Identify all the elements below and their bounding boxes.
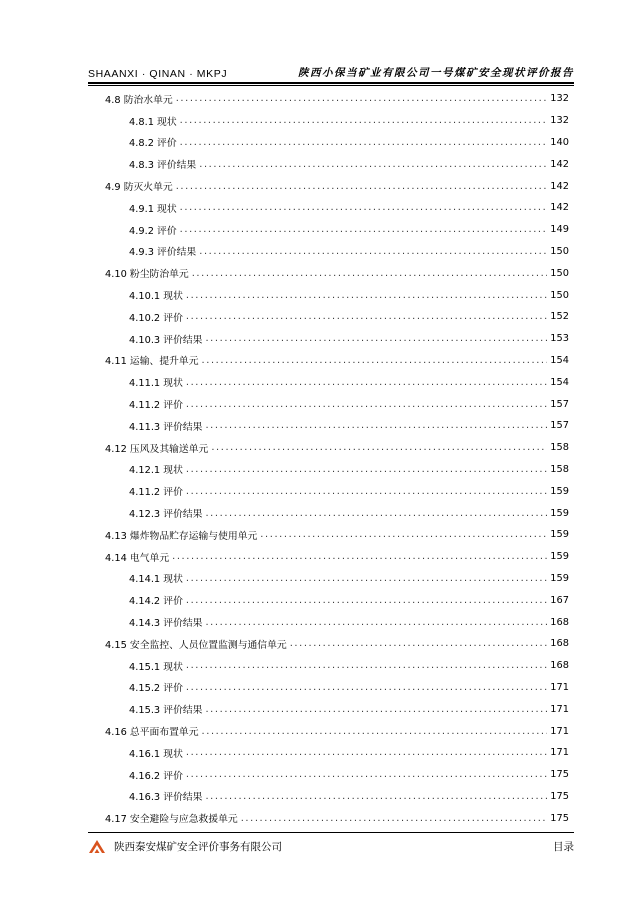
toc-leader-dots: [186, 573, 547, 584]
toc-entry-title: 4.9.2 评价: [129, 225, 177, 237]
toc-entry-page: 159: [550, 551, 569, 563]
toc-entry-title: 4.11 运输、提升单元: [105, 356, 199, 368]
toc-entry-page: 142: [550, 180, 569, 192]
toc-entry[interactable]: [105, 284, 569, 306]
toc-entry-page: 168: [550, 660, 569, 672]
toc-entry-title: 4.15 安全监控、人员位置监测与通信单元: [105, 639, 287, 651]
toc-entry[interactable]: [105, 589, 569, 611]
toc-leader-dots: [192, 268, 548, 279]
toc-entry-page: 158: [550, 463, 569, 475]
toc-entry[interactable]: [105, 262, 569, 284]
toc-entry-page: 159: [550, 485, 569, 497]
toc-entry-title: 4.12.3 评价结果: [129, 509, 203, 521]
toc-leader-dots: [205, 508, 547, 519]
toc-entry-title: 4.15.2 评价: [129, 683, 183, 695]
toc-leader-dots: [186, 769, 547, 780]
toc-entry-title: 4.10 粉尘防治单元: [105, 269, 189, 281]
toc-entry-title: 4.11.1 现状: [129, 378, 183, 390]
header-rule-thin: [88, 85, 574, 86]
toc-entry-page: 168: [550, 638, 569, 650]
toc-entry-page: 150: [550, 267, 569, 279]
toc-entry[interactable]: [105, 568, 569, 590]
toc-entry[interactable]: [105, 328, 569, 350]
toc-entry[interactable]: [105, 197, 569, 219]
toc-entry-title: 4.12.1 现状: [129, 465, 183, 477]
toc-entry-page: 157: [550, 420, 569, 432]
toc-entry-page: 142: [550, 202, 569, 214]
toc-entry-page: 167: [550, 594, 569, 606]
toc-entry[interactable]: [105, 786, 569, 808]
toc-entry-page: 157: [550, 398, 569, 410]
toc-entry-page: 159: [550, 529, 569, 541]
toc-entry-page: 150: [550, 289, 569, 301]
toc-entry-page: 175: [550, 790, 569, 802]
toc-entry-title: 4.16 总平面布置单元: [105, 727, 199, 738]
toc-entry-title: 4.9.3 评价结果: [129, 247, 197, 259]
toc-leader-dots: [241, 813, 548, 824]
toc-entry-title: 4.14 电气单元: [105, 552, 170, 564]
toc-leader-dots: [205, 704, 547, 715]
toc-entry-title: 4.9 防灭火单元: [105, 182, 173, 194]
toc-entry[interactable]: [105, 459, 569, 481]
toc-entry-page: 149: [550, 224, 569, 236]
toc-entry-title: 4.15.1 现状: [129, 661, 183, 673]
toc-leader-dots: [202, 355, 548, 366]
toc-leader-dots: [205, 333, 547, 344]
toc-leader-dots: [186, 311, 547, 322]
toc-entry-title: 4.16.2 评价: [129, 770, 183, 782]
page-header: [88, 60, 574, 80]
toc-entry-title: 4.15.3 评价结果: [129, 705, 203, 717]
toc-entry[interactable]: [105, 219, 569, 241]
toc-entry-page: 171: [550, 703, 569, 715]
toc-entry[interactable]: [105, 350, 569, 372]
toc-leader-dots: [176, 181, 548, 192]
toc-entry-page: 154: [550, 376, 569, 388]
toc-entry[interactable]: [105, 153, 569, 175]
toc-entry-page: 140: [550, 136, 569, 148]
toc-entry-title: 4.10.2 评价: [129, 312, 183, 324]
toc-entry-title: 4.14.3 评价结果: [129, 618, 203, 630]
footer-company: [88, 838, 282, 854]
header-rule: [88, 82, 574, 84]
toc-entry-page: 132: [550, 115, 569, 127]
toc-entry-title: 4.11.2 评价: [129, 487, 183, 499]
toc-leader-dots: [186, 660, 547, 671]
toc-entry-title: 4.16.3 评价结果: [129, 792, 203, 804]
toc-entry[interactable]: [105, 764, 569, 786]
footer-section-label: 目录: [553, 840, 574, 853]
toc-entry-title: 4.8.2 评价: [129, 138, 177, 150]
toc-entry-title: 4.14.2 评价: [129, 596, 183, 608]
toc-entry-title: 4.12 压风及其输送单元: [105, 443, 209, 455]
toc-leader-dots: [186, 290, 547, 301]
toc-entry-page: 150: [550, 245, 569, 257]
toc-entry[interactable]: [105, 306, 569, 328]
toc-entry[interactable]: [105, 110, 569, 132]
toc-leader-dots: [211, 442, 547, 453]
toc-entry[interactable]: [105, 611, 569, 633]
toc-entry-title: 4.8.1 现状: [129, 116, 177, 128]
toc-leader-dots: [180, 224, 548, 235]
toc-entry-page: 152: [550, 311, 569, 323]
toc-entry[interactable]: [105, 720, 569, 742]
toc-entry-title: 4.17 安全避险与应急救援单元: [105, 814, 238, 826]
toc-entry-page: 168: [550, 616, 569, 628]
toc-leader-dots: [180, 202, 548, 213]
toc-entry-page: 171: [550, 681, 569, 693]
toc-entry-title: 4.8 防治水单元: [105, 94, 173, 106]
toc-entry-title: 4.11.2 评价: [129, 400, 183, 412]
toc-entry-title: 4.13 爆炸物品贮存运输与使用单元: [105, 530, 258, 542]
toc-leader-dots: [205, 791, 547, 802]
toc-entry-title: 4.10.1 现状: [129, 291, 183, 303]
toc-entry-page: 175: [550, 812, 569, 824]
toc-leader-dots: [180, 115, 548, 126]
toc-leader-dots: [260, 529, 547, 540]
toc-entry[interactable]: [105, 241, 569, 263]
toc-entry-page: 142: [550, 158, 569, 170]
toc-entry-page: 171: [550, 725, 569, 737]
toc-entry-title: 4.10.3 评价结果: [129, 334, 203, 346]
toc-leader-dots: [205, 617, 547, 628]
toc-leader-dots: [186, 377, 547, 388]
toc-entry-page: 154: [550, 354, 569, 366]
toc-entry-page: 158: [550, 442, 569, 454]
toc-entry[interactable]: [105, 175, 569, 197]
page-footer: [88, 836, 574, 856]
toc-leader-dots: [172, 551, 547, 562]
toc-leader-dots: [186, 747, 547, 758]
toc-leader-dots: [186, 399, 547, 410]
toc-entry[interactable]: [105, 437, 569, 459]
toc-leader-dots: [199, 159, 547, 170]
toc-entry-title: 4.9.1 现状: [129, 203, 177, 215]
toc-leader-dots: [186, 464, 547, 475]
toc-entry[interactable]: [105, 415, 569, 437]
toc-entry[interactable]: [105, 371, 569, 393]
toc-entry[interactable]: [105, 132, 569, 154]
toc-leader-dots: [290, 638, 548, 649]
toc-entry[interactable]: [105, 655, 569, 677]
toc-entry[interactable]: [105, 88, 569, 110]
toc-leader-dots: [186, 682, 547, 693]
toc-leader-dots: [205, 420, 547, 431]
toc-leader-dots: [180, 137, 548, 148]
toc-entry[interactable]: [105, 524, 569, 546]
toc-entry-page: 159: [550, 572, 569, 584]
toc-leader-dots: [202, 726, 548, 737]
footer-rule: [88, 832, 574, 833]
footer-company-name: 陕西秦安煤矿安全评价事务有限公司: [114, 840, 282, 853]
company-logo-icon: [88, 838, 106, 854]
toc-entry[interactable]: [105, 698, 569, 720]
header-report-title: 陕西小保当矿业有限公司一号煤矿安全现状评价报告: [298, 67, 574, 79]
toc-entry[interactable]: [105, 480, 569, 502]
toc-leader-dots: [176, 93, 548, 104]
toc-entry-page: 159: [550, 507, 569, 519]
toc-entry[interactable]: [105, 502, 569, 524]
toc-entry[interactable]: [105, 393, 569, 415]
table-of-contents: [105, 88, 569, 829]
toc-entry[interactable]: [105, 546, 569, 568]
toc-entry[interactable]: [105, 807, 569, 829]
toc-entry-page: 171: [550, 747, 569, 759]
toc-entry-page: 153: [550, 333, 569, 345]
toc-entry-page: 132: [550, 93, 569, 105]
toc-entry[interactable]: [105, 677, 569, 699]
toc-leader-dots: [186, 595, 547, 606]
toc-entry-page: 175: [550, 769, 569, 781]
toc-entry-title: 4.14.1 现状: [129, 574, 183, 586]
toc-entry[interactable]: [105, 633, 569, 655]
toc-entry-title: 4.16.1 现状: [129, 748, 183, 760]
toc-entry[interactable]: [105, 742, 569, 764]
toc-entry-title: 4.11.3 评价结果: [129, 421, 203, 433]
header-left-text: SHAANXI · QINAN · MKPJ: [88, 68, 228, 80]
toc-leader-dots: [199, 246, 547, 257]
toc-leader-dots: [186, 486, 547, 497]
toc-entry-title: 4.8.3 评价结果: [129, 160, 197, 172]
